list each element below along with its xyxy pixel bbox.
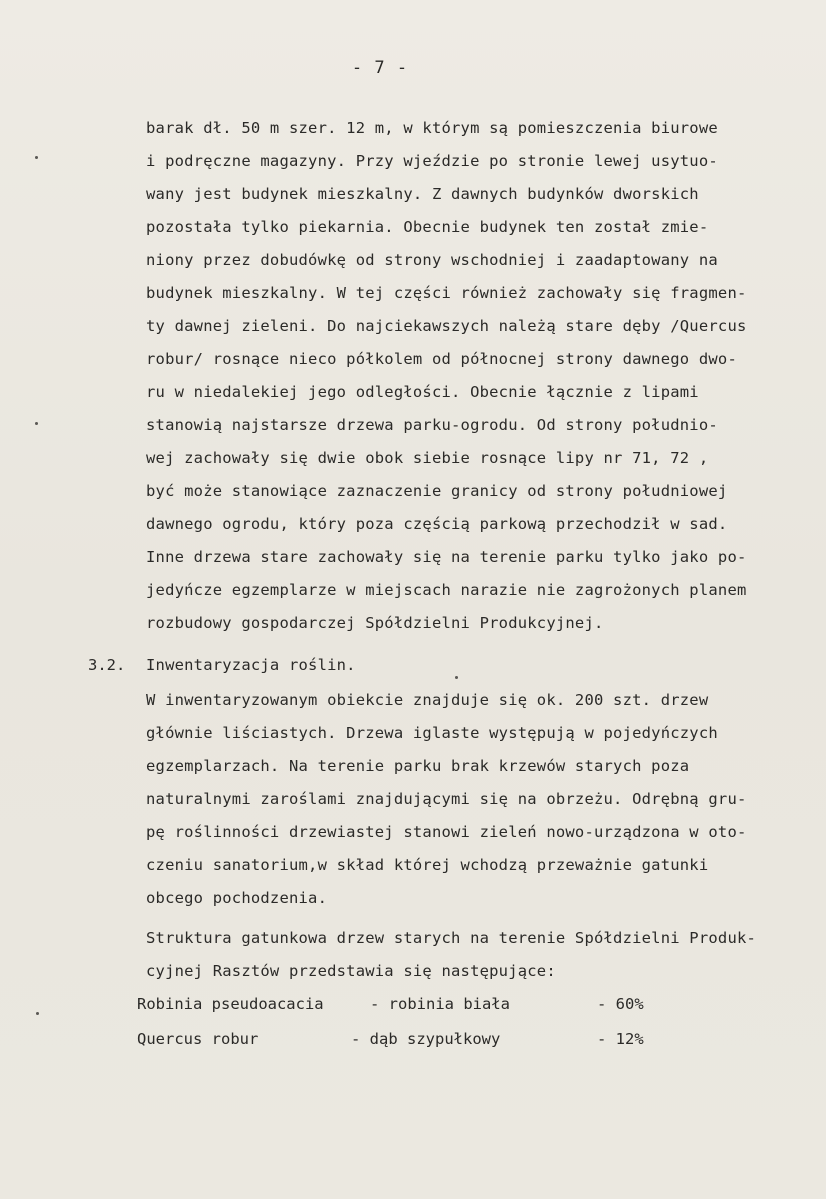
text-line: czeniu sanatorium,w skład której wchodzą przeważnie gatunki (146, 856, 709, 874)
text-line: Struktura gatunkowa drzew starych na terenie Spółdzielni Produk- (146, 929, 757, 947)
text-line: niony przez dobudówkę od strony wschodniej i zaadaptowany na (146, 251, 718, 269)
text-line: rozbudowy gospodarczej Spółdzielni Produkcyjnej. (146, 614, 604, 632)
text-line: W inwentaryzowanym obiekcie znajduje się ok. 200 szt. drzew (146, 691, 709, 709)
species-polish-name: - dąb szypułkowy (351, 1030, 501, 1048)
text-line: być może stanowiące zaznaczenie granicy od strony południowej (146, 482, 728, 500)
text-line: dawnego ogrodu, który poza częścią parkową przechodził w sad. (146, 515, 728, 533)
text-line: budynek mieszkalny. W tej części również zachowały się fragmen- (146, 284, 747, 302)
text-line: egzemplarzach. Na terenie parku brak krzewów starych poza (146, 757, 690, 775)
text-line: wej zachowały się dwie obok siebie rosnące lipy nr 71, 72 , (146, 449, 709, 467)
text-line: ru w niedalekiej jego odległości. Obecnie łącznie z lipami (146, 383, 699, 401)
paper-speck (455, 676, 458, 679)
species-share: - 12% (597, 1030, 644, 1048)
text-line: jedyńcze egzemplarze w miejscach narazie nie zagrożonych planem (146, 581, 747, 599)
section-title: Inwentaryzacja roślin. (146, 656, 356, 674)
text-line: naturalnymi zaroślami znajdującymi się na obrzeżu. Odrębną gru- (146, 790, 747, 808)
species-polish-name: - robinia biała (370, 995, 510, 1013)
text-line: cyjnej Rasztów przedstawia się następujące: (146, 962, 556, 980)
text-line: pozostała tylko piekarnia. Obecnie budynek ten został zmie- (146, 218, 709, 236)
text-line: stanowią najstarsze drzewa parku-ogrodu. Od strony południo- (146, 416, 718, 434)
text-line: pę roślinności drzewiastej stanowi zieleń nowo-urządzona w oto- (146, 823, 747, 841)
species-latin-name: Quercus robur (137, 1030, 259, 1048)
page-number: - 7 - (351, 58, 409, 78)
text-line: barak dł. 50 m szer. 12 m, w którym są pomieszczenia biurowe (146, 119, 718, 137)
text-line: obcego pochodzenia. (146, 889, 328, 907)
species-latin-name: Robinia pseudoacacia (137, 995, 324, 1013)
text-line: robur/ rosnące nieco półkolem od północnej strony dawnego dwo- (146, 350, 737, 368)
text-line: wany jest budynek mieszkalny. Z dawnych budynków dworskich (146, 185, 699, 203)
text-line: Inne drzewa stare zachowały się na terenie parku tylko jako po- (146, 548, 747, 566)
species-share: - 60% (597, 995, 644, 1013)
text-line: i podręczne magazyny. Przy wjeździe po stronie lewej usytuo- (146, 152, 718, 170)
text-line: głównie liściastych. Drzewa iglaste występują w pojedyńczych (146, 724, 718, 742)
section-number: 3.2. (88, 656, 126, 674)
paper-speck (35, 156, 38, 159)
paper-speck (36, 1012, 39, 1015)
paper-speck (35, 422, 38, 425)
text-line: ty dawnej zieleni. Do najciekawszych należą stare dęby /Quercus (146, 317, 747, 335)
